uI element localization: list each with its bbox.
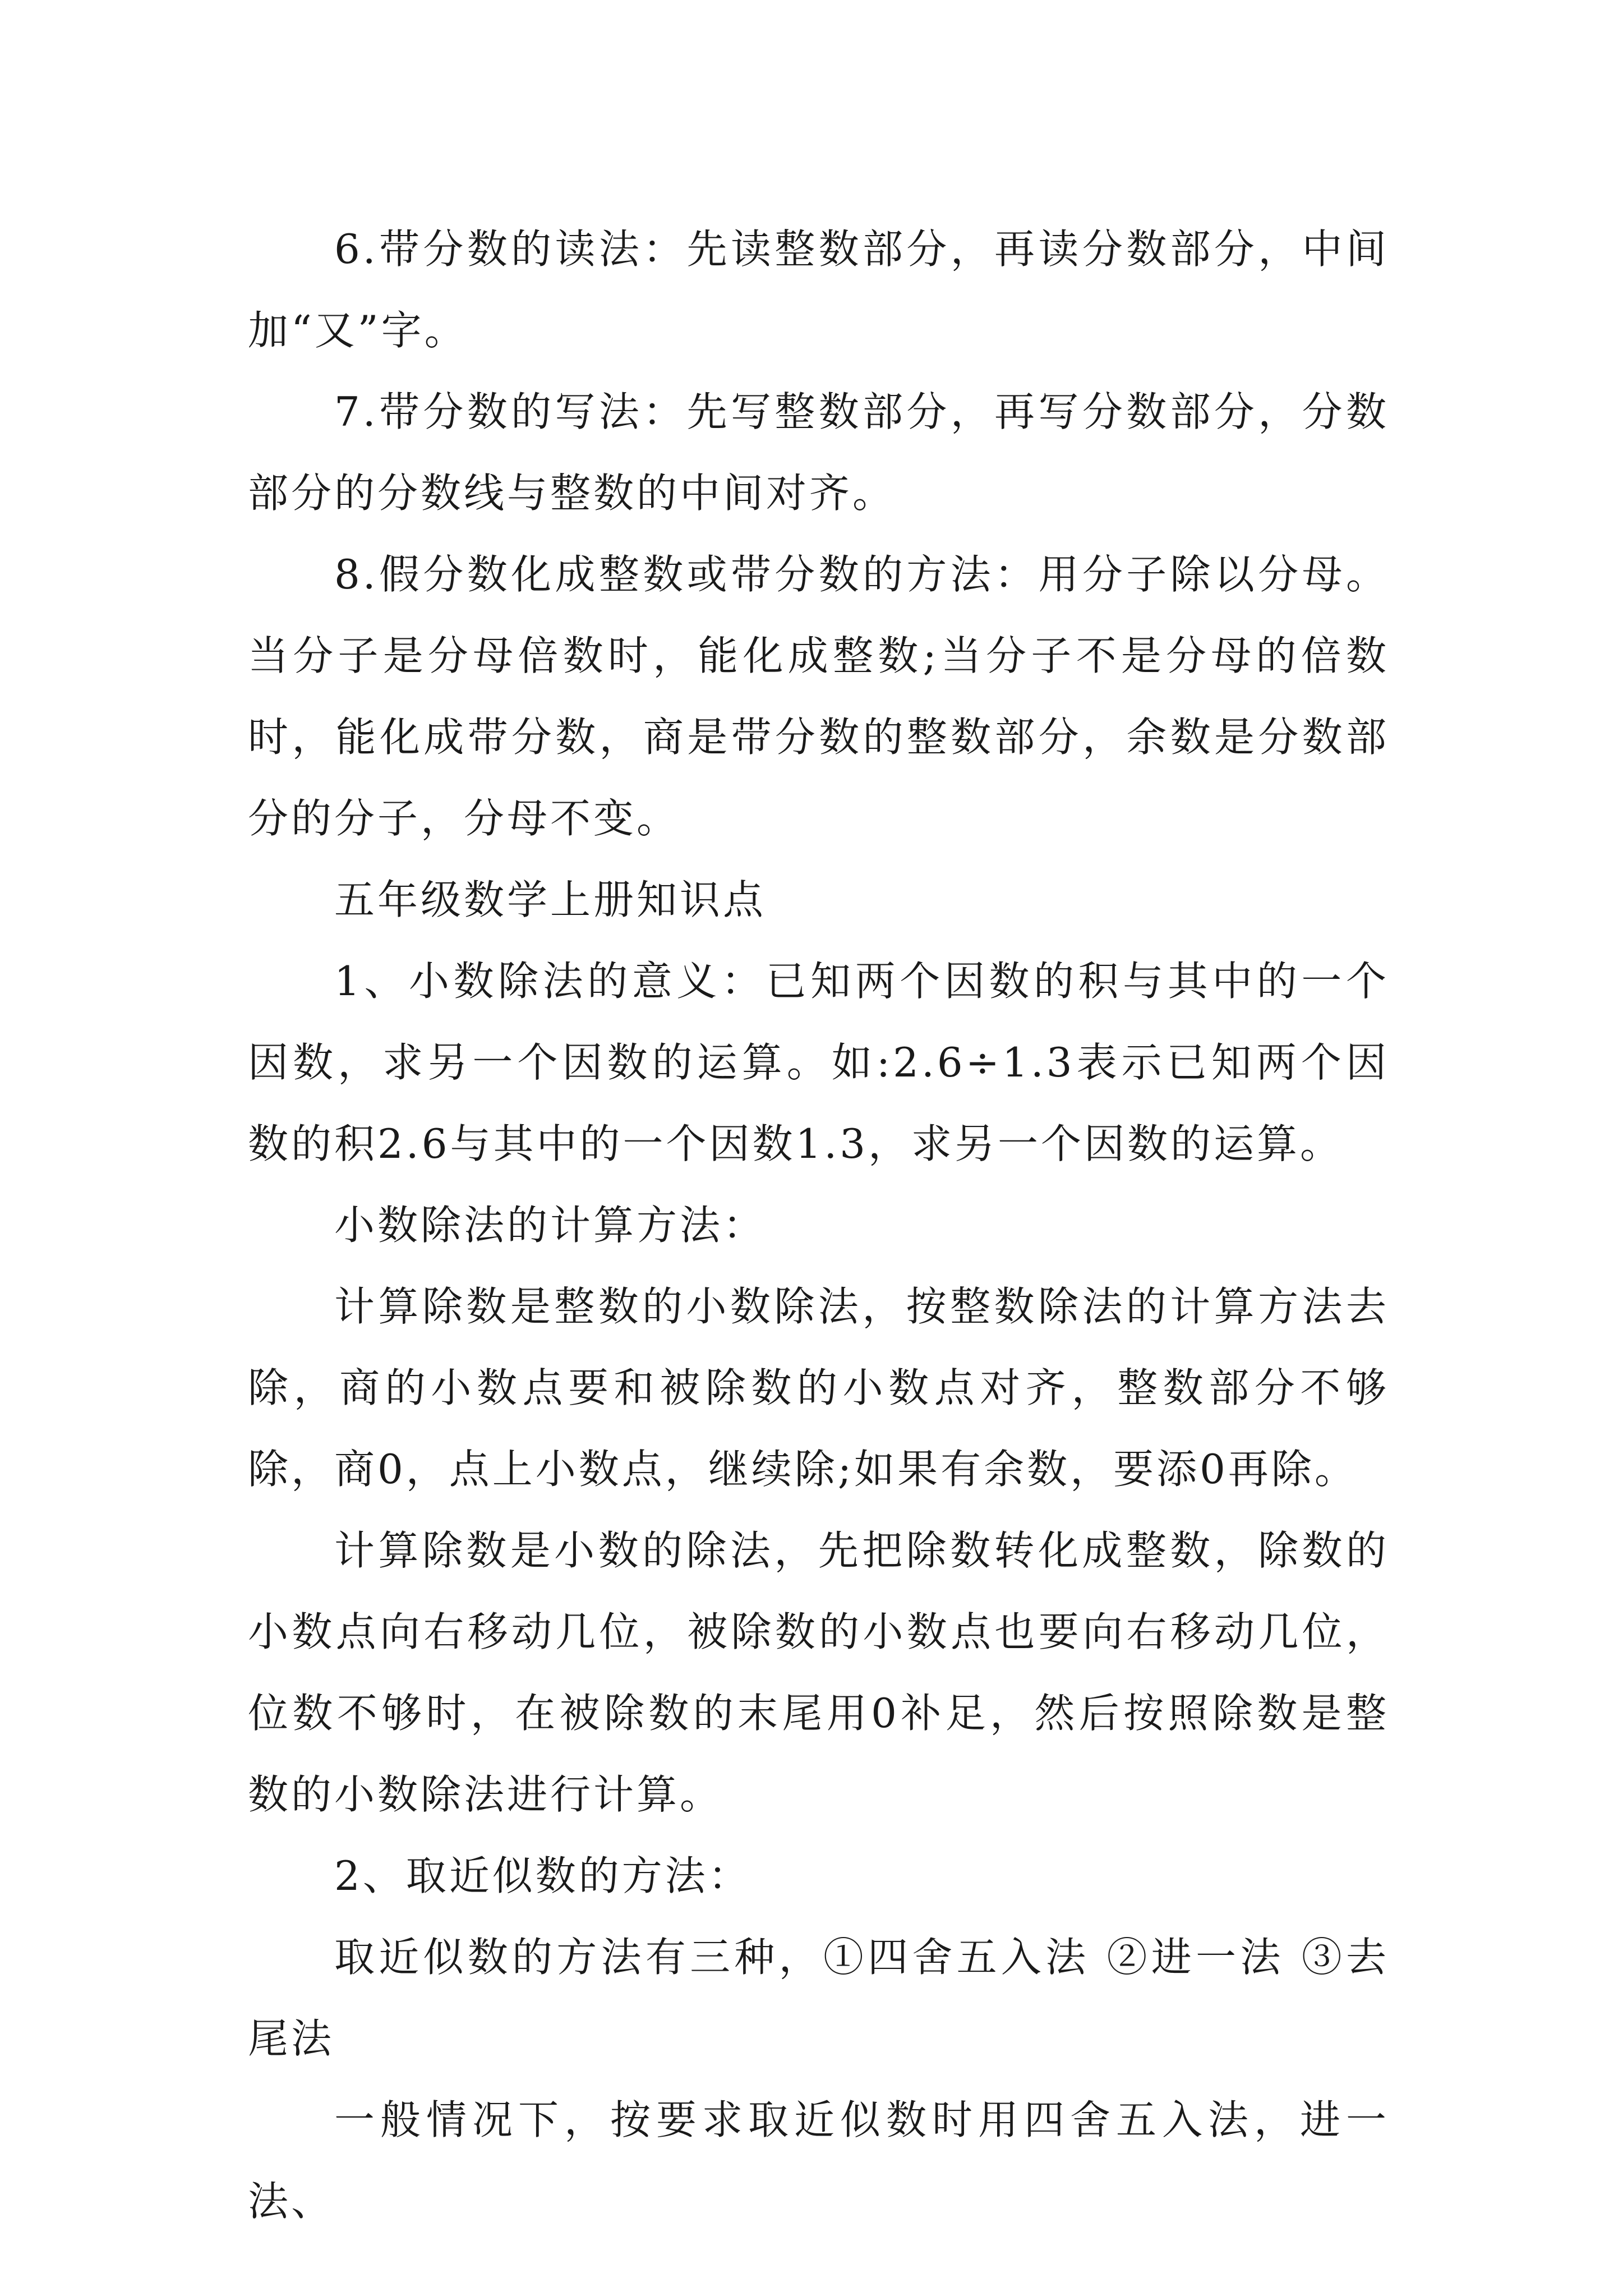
paragraph-approximation-heading: 2、取近似数的方法： xyxy=(334,1852,751,1899)
paragraph-mixed-number-writing: 7.带分数的写法：先写整数部分，再写分数部分，分数部分的分数线与整数的中间对齐。 xyxy=(248,388,1389,517)
paragraph-divisor-integer-method: 计算除数是整数的小数除法，按整数除法的计算方法去除，商的小数点要和被除数的小数点对齐，整数部分不够除，商0，点上小数点，继续除;如果有余数，要添0再除。 xyxy=(248,1283,1389,1493)
document-body xyxy=(248,209,1389,2242)
paragraph-divisor-decimal-method: 计算除数是小数的除法，先把除数转化成整数，除数的小数点向右移动几位，被除数的小数点也要向右移动几位，位数不够时，在被除数的末尾用0补足，然后按照除数是整数的小数除法进行计算。 xyxy=(248,1527,1389,1818)
paragraph-division-method-heading: 小数除法的计算方法： xyxy=(334,1202,767,1249)
paragraph-mixed-number-reading: 6.带分数的读法：先读整数部分，再读分数部分，中间加“又”字。 xyxy=(248,226,1389,354)
paragraph-approximation-methods: 取近似数的方法有三种，①四舍五入法 ②进一法 ③去尾法 xyxy=(248,1934,1389,2062)
paragraph-improper-fraction-conversion: 8.假分数化成整数或带分数的方法：用分子除以分母。当分子是分母倍数时，能化成整数;当分子不是分母的倍数时，能化成带分数，商是带分数的整数部分，余数是分数部分的分子，分母不变。 xyxy=(248,551,1389,842)
section-heading: 五年级数学上册知识点 xyxy=(334,876,767,923)
paragraph-approximation-general: 一般情况下，按要求取近似数时用四舍五入法，进一法、 xyxy=(248,2096,1389,2225)
paragraph-decimal-division-meaning: 1、小数除法的意义：已知两个因数的积与其中的一个因数，求另一个因数的运算。如:2.6÷1.3表示已知两个因数的积2.6与其中的一个因数1.3，求另一个因数的运算。 xyxy=(248,958,1389,1167)
